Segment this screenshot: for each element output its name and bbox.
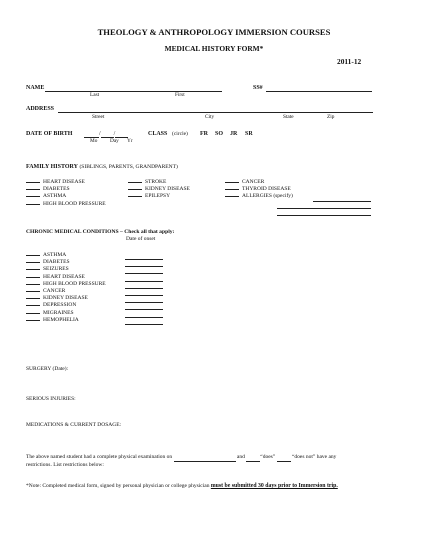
ss-field[interactable] — [266, 91, 372, 92]
day-sublabel: Day — [110, 138, 119, 144]
family-col-3 — [225, 180, 293, 202]
allergies-field-3[interactable] — [277, 215, 371, 216]
family-history-heading — [26, 164, 178, 171]
allergies-field-1[interactable] — [313, 201, 371, 202]
class-label: CLASS — [148, 131, 168, 137]
does-checkbox[interactable] — [246, 455, 260, 462]
year-sublabel: Yr — [127, 138, 133, 144]
exam-date-field[interactable] — [174, 455, 236, 462]
list-item[interactable]: KIDNEY DISEASE — [128, 187, 190, 194]
last-name-sublabel: Last — [90, 92, 100, 98]
ss-label: SS# — [253, 85, 263, 91]
street-sublabel: Street — [92, 114, 105, 120]
list-item[interactable]: HIGH BLOOD PRESSURE — [26, 282, 106, 289]
allergies-field-2[interactable] — [277, 208, 371, 209]
family-col-2 — [128, 180, 190, 202]
name-label: NAME — [26, 85, 45, 91]
exam-statement — [26, 455, 336, 462]
note-deadline: must be submitted 30 days prior to Immersion trip. — [210, 483, 338, 489]
list-item[interactable]: DIABETES — [26, 260, 106, 267]
form-institution-title: THEOLOGY & ANTHROPOLOGY IMMERSION COURSES — [97, 27, 331, 37]
state-sublabel: State — [283, 114, 294, 120]
list-item[interactable]: CANCER — [225, 180, 293, 187]
onset-date-field[interactable] — [125, 309, 163, 310]
dob-label: DATE OF BIRTH — [26, 131, 73, 137]
list-item[interactable]: ASTHMA — [26, 194, 106, 201]
list-item[interactable]: DEPRESSION — [26, 303, 106, 310]
onset-date-field[interactable] — [125, 288, 163, 289]
family-col-1 — [26, 180, 106, 209]
chronic-conditions-label: CHRONIC MEDICAL CONDITIONS – Check all that apply: — [26, 229, 175, 235]
surgery-label: SURGERY (Date): — [26, 366, 69, 372]
class-option-sr[interactable]: SR — [245, 131, 253, 137]
exam-and-text: and — [236, 454, 245, 460]
submission-note — [26, 483, 378, 491]
onset-date-field[interactable] — [125, 302, 163, 303]
list-item[interactable]: HEMOPHELIA — [26, 318, 106, 325]
list-item[interactable]: ALLERGIES (specify) — [225, 194, 293, 201]
onset-date-field[interactable] — [125, 317, 163, 318]
class-option-jr[interactable]: JR — [230, 131, 238, 137]
list-item[interactable]: EPILEPSY — [128, 194, 190, 201]
list-item[interactable]: CANCER — [26, 289, 106, 296]
city-sublabel: City — [205, 114, 215, 120]
list-item[interactable]: HIGH BLOOD PRESSURE — [26, 202, 106, 209]
class-option-so[interactable]: SO — [215, 131, 224, 137]
family-history-label: FAMILY HISTORY — [26, 164, 78, 170]
onset-date-field[interactable] — [125, 324, 163, 325]
form-title: MEDICAL HISTORY FORM* — [164, 44, 264, 53]
class-option-fr[interactable]: FR — [200, 131, 208, 137]
list-item[interactable]: MIGRAINES — [26, 311, 106, 318]
list-item[interactable]: KIDNEY DISEASE — [26, 296, 106, 303]
list-item[interactable]: ASTHMA — [26, 253, 106, 260]
onset-date-field[interactable] — [125, 266, 163, 267]
address-field[interactable] — [58, 112, 373, 113]
zip-sublabel: Zip — [327, 114, 335, 120]
name-field[interactable] — [45, 91, 222, 92]
list-item[interactable]: HEART DISEASE — [26, 275, 106, 282]
list-item[interactable]: THYROID DISEASE — [225, 187, 293, 194]
list-item[interactable]: HEART DISEASE — [26, 180, 106, 187]
does-not-label: “does not” have any — [291, 454, 337, 460]
onset-date-field[interactable] — [125, 273, 163, 274]
date-of-onset-label: Date of onset — [126, 236, 156, 242]
list-item[interactable]: SEIZURES — [26, 267, 106, 274]
address-label: ADDRESS — [26, 106, 55, 112]
list-item[interactable]: DIABETES — [26, 187, 106, 194]
does-not-checkbox[interactable] — [277, 455, 291, 462]
chronic-conditions-list — [26, 253, 106, 325]
onset-date-field[interactable] — [125, 259, 163, 260]
does-label: “does” — [260, 454, 276, 460]
exam-text-1: The above named student had a complete physical examination on — [26, 454, 173, 460]
class-hint: (circle) — [172, 130, 188, 137]
medications-label: MEDICATIONS & CURRENT DOSAGE: — [26, 422, 122, 428]
serious-injuries-label: SERIOUS INJURIES: — [26, 396, 76, 402]
list-item[interactable]: STROKE — [128, 180, 190, 187]
onset-date-field[interactable] — [125, 281, 163, 282]
onset-date-field[interactable] — [125, 295, 163, 296]
note-text: *Note: Completed medical form, signed by personal physician or college physician — [26, 483, 210, 489]
form-year: 2011-12 — [337, 57, 362, 66]
first-name-sublabel: First — [175, 92, 185, 98]
family-history-hint: (SIBLINGS, PARENTS, GRANDPARENT) — [79, 164, 178, 170]
restrictions-label: restrictions. List restrictions below: — [26, 462, 104, 468]
dob-field[interactable]: / / — [84, 131, 128, 138]
month-sublabel: Mo — [90, 138, 98, 144]
